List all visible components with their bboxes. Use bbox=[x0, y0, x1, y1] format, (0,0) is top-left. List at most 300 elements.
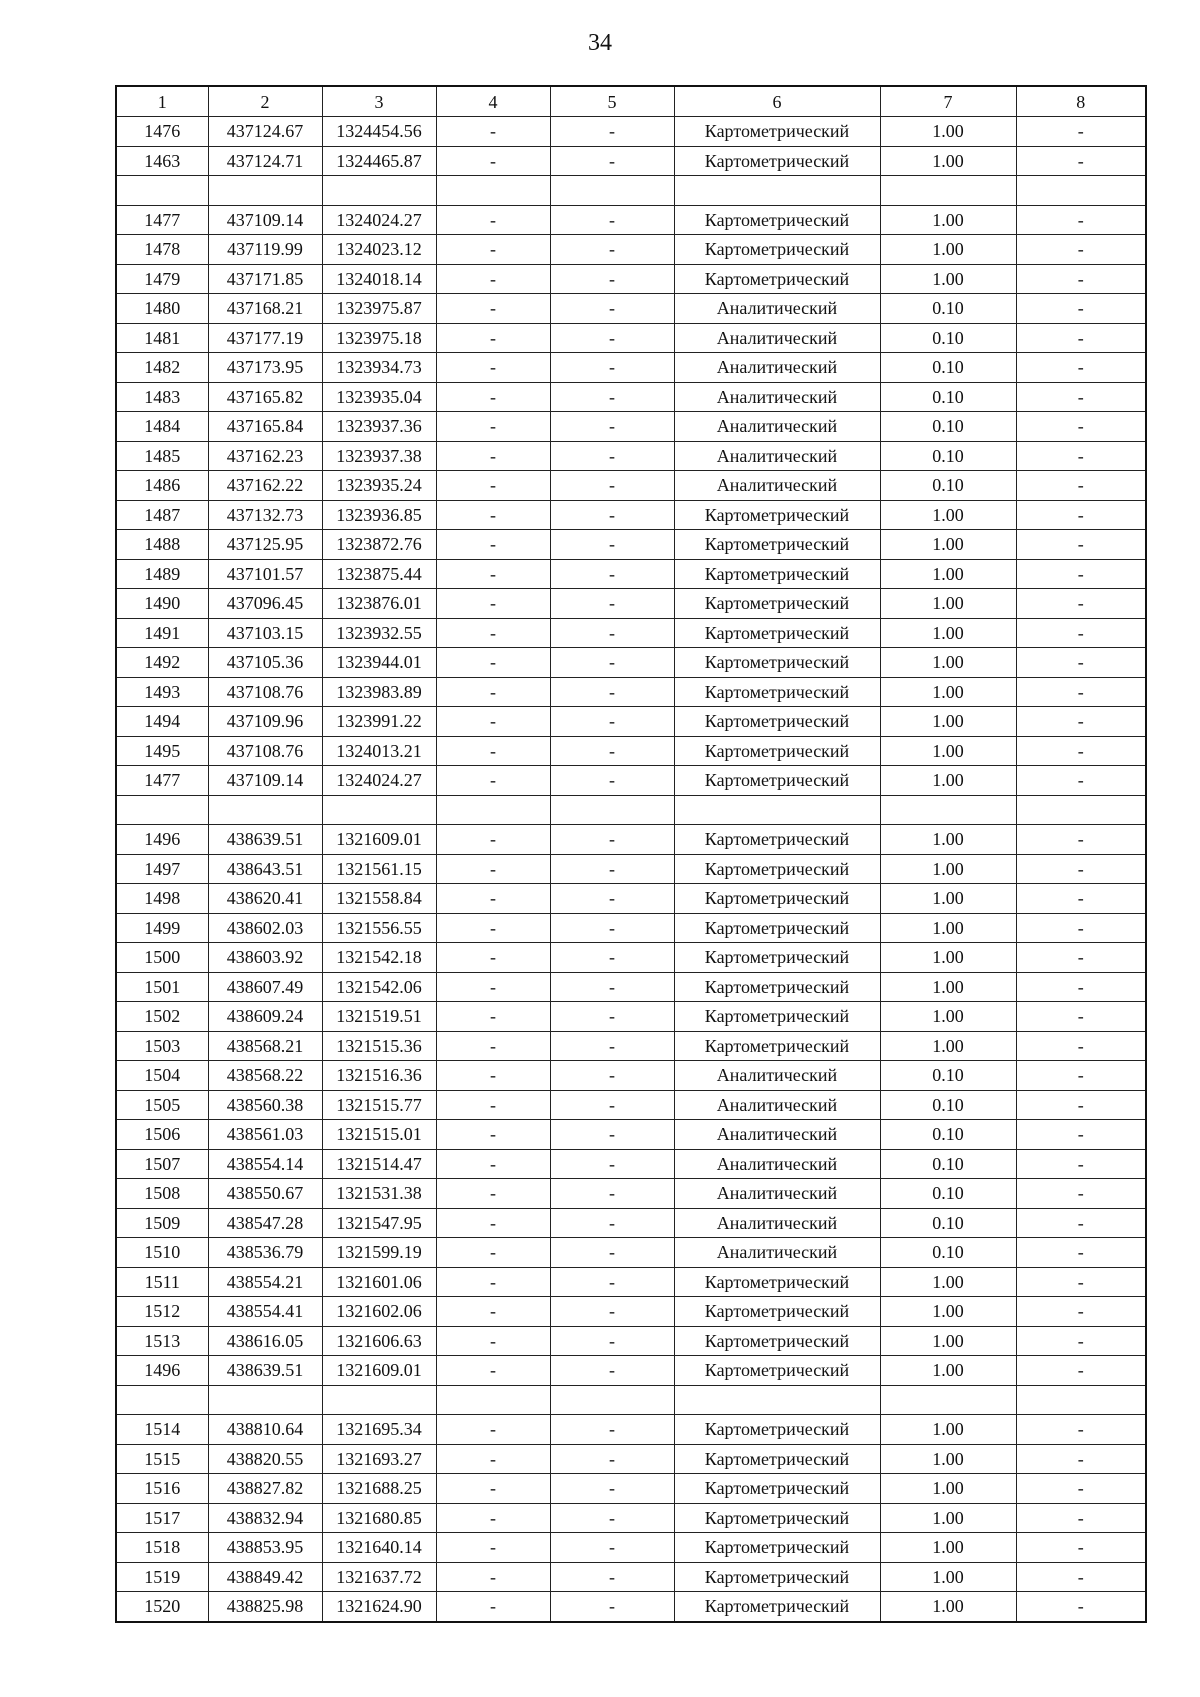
accuracy-cell: 0.10 bbox=[880, 353, 1016, 383]
accuracy-cell: 1.00 bbox=[880, 825, 1016, 855]
table-row bbox=[116, 1179, 1146, 1209]
col5-cell: - bbox=[550, 353, 674, 383]
y-coordinate-cell: 1324024.27 bbox=[322, 766, 436, 796]
table-row bbox=[116, 1002, 1146, 1032]
col8-cell: - bbox=[1016, 1090, 1146, 1120]
point-number-cell bbox=[116, 1385, 208, 1415]
table-row bbox=[116, 589, 1146, 619]
col5-cell: - bbox=[550, 1179, 674, 1209]
accuracy-cell: 0.10 bbox=[880, 1149, 1016, 1179]
point-number-cell: 1512 bbox=[116, 1297, 208, 1327]
y-coordinate-cell: 1323944.01 bbox=[322, 648, 436, 678]
table-row bbox=[116, 1061, 1146, 1091]
method-cell: Картометрический bbox=[674, 825, 880, 855]
method-cell bbox=[674, 795, 880, 825]
col8-cell: - bbox=[1016, 589, 1146, 619]
method-cell: Аналитический bbox=[674, 1090, 880, 1120]
col5-cell: - bbox=[550, 1297, 674, 1327]
col4-cell: - bbox=[436, 530, 550, 560]
separator-row bbox=[116, 176, 1146, 206]
col5-cell: - bbox=[550, 235, 674, 265]
accuracy-cell: 1.00 bbox=[880, 1326, 1016, 1356]
col4-cell: - bbox=[436, 707, 550, 737]
y-coordinate-cell: 1321680.85 bbox=[322, 1503, 436, 1533]
col5-cell: - bbox=[550, 1267, 674, 1297]
y-coordinate-cell: 1321531.38 bbox=[322, 1179, 436, 1209]
col5-cell: - bbox=[550, 648, 674, 678]
point-number-cell: 1486 bbox=[116, 471, 208, 501]
col8-cell: - bbox=[1016, 825, 1146, 855]
y-coordinate-cell: 1321558.84 bbox=[322, 884, 436, 914]
separator-row bbox=[116, 1385, 1146, 1415]
col8-cell: - bbox=[1016, 1238, 1146, 1268]
point-number-cell: 1515 bbox=[116, 1444, 208, 1474]
table-row bbox=[116, 1120, 1146, 1150]
point-number-cell: 1463 bbox=[116, 146, 208, 176]
x-coordinate-cell: 438554.21 bbox=[208, 1267, 322, 1297]
col4-cell: - bbox=[436, 500, 550, 530]
x-coordinate-cell: 438616.05 bbox=[208, 1326, 322, 1356]
y-coordinate-cell: 1321514.47 bbox=[322, 1149, 436, 1179]
method-cell: Картометрический bbox=[674, 205, 880, 235]
y-coordinate-cell: 1323935.04 bbox=[322, 382, 436, 412]
col8-cell: - bbox=[1016, 500, 1146, 530]
method-cell: Картометрический bbox=[674, 648, 880, 678]
y-coordinate-cell bbox=[322, 795, 436, 825]
table-row bbox=[116, 559, 1146, 589]
col8-cell: - bbox=[1016, 1208, 1146, 1238]
col4-cell: - bbox=[436, 1090, 550, 1120]
col5-cell: - bbox=[550, 766, 674, 796]
col8-cell: - bbox=[1016, 1356, 1146, 1386]
point-number-cell: 1502 bbox=[116, 1002, 208, 1032]
col8-cell: - bbox=[1016, 1503, 1146, 1533]
x-coordinate-cell: 438560.38 bbox=[208, 1090, 322, 1120]
col5-cell: - bbox=[550, 677, 674, 707]
x-coordinate-cell: 437168.21 bbox=[208, 294, 322, 324]
y-coordinate-cell: 1321556.55 bbox=[322, 913, 436, 943]
table-row bbox=[116, 884, 1146, 914]
x-coordinate-cell bbox=[208, 795, 322, 825]
table-row bbox=[116, 677, 1146, 707]
point-number-cell: 1483 bbox=[116, 382, 208, 412]
method-cell: Аналитический bbox=[674, 382, 880, 412]
col4-cell: - bbox=[436, 146, 550, 176]
accuracy-cell: 1.00 bbox=[880, 972, 1016, 1002]
method-cell: Картометрический bbox=[674, 589, 880, 619]
col5-cell: - bbox=[550, 1356, 674, 1386]
x-coordinate-cell: 438561.03 bbox=[208, 1120, 322, 1150]
col4-cell: - bbox=[436, 766, 550, 796]
x-coordinate-cell: 437132.73 bbox=[208, 500, 322, 530]
col8-cell: - bbox=[1016, 1267, 1146, 1297]
accuracy-cell: 1.00 bbox=[880, 1503, 1016, 1533]
col8-cell: - bbox=[1016, 1031, 1146, 1061]
col4-cell: - bbox=[436, 1444, 550, 1474]
coordinates-table bbox=[115, 85, 1147, 1623]
method-cell: Картометрический bbox=[674, 1415, 880, 1445]
y-coordinate-cell: 1321516.36 bbox=[322, 1061, 436, 1091]
point-number-cell: 1481 bbox=[116, 323, 208, 353]
col5-cell: - bbox=[550, 1474, 674, 1504]
col5-cell bbox=[550, 176, 674, 206]
point-number-cell bbox=[116, 795, 208, 825]
x-coordinate-cell: 437173.95 bbox=[208, 353, 322, 383]
column-header: 6 bbox=[674, 86, 880, 117]
accuracy-cell: 0.10 bbox=[880, 323, 1016, 353]
method-cell: Картометрический bbox=[674, 1592, 880, 1622]
method-cell: Картометрический bbox=[674, 943, 880, 973]
table-row bbox=[116, 1444, 1146, 1474]
col8-cell: - bbox=[1016, 736, 1146, 766]
col5-cell: - bbox=[550, 1031, 674, 1061]
col5-cell: - bbox=[550, 117, 674, 147]
table-row bbox=[116, 1149, 1146, 1179]
column-header: 4 bbox=[436, 86, 550, 117]
point-number-cell: 1479 bbox=[116, 264, 208, 294]
method-cell: Картометрический bbox=[674, 1031, 880, 1061]
col8-cell: - bbox=[1016, 618, 1146, 648]
y-coordinate-cell: 1323975.18 bbox=[322, 323, 436, 353]
col5-cell bbox=[550, 1385, 674, 1415]
column-header: 1 bbox=[116, 86, 208, 117]
col5-cell: - bbox=[550, 1238, 674, 1268]
point-number-cell: 1496 bbox=[116, 825, 208, 855]
col5-cell: - bbox=[550, 707, 674, 737]
point-number-cell: 1477 bbox=[116, 205, 208, 235]
y-coordinate-cell: 1323932.55 bbox=[322, 618, 436, 648]
accuracy-cell: 0.10 bbox=[880, 1179, 1016, 1209]
col4-cell: - bbox=[436, 1238, 550, 1268]
col5-cell: - bbox=[550, 205, 674, 235]
col5-cell: - bbox=[550, 1415, 674, 1445]
y-coordinate-cell: 1323975.87 bbox=[322, 294, 436, 324]
col8-cell: - bbox=[1016, 1326, 1146, 1356]
method-cell: Картометрический bbox=[674, 972, 880, 1002]
method-cell: Аналитический bbox=[674, 1149, 880, 1179]
point-number-cell: 1507 bbox=[116, 1149, 208, 1179]
y-coordinate-cell: 1321640.14 bbox=[322, 1533, 436, 1563]
col8-cell: - bbox=[1016, 1297, 1146, 1327]
header-row bbox=[116, 86, 1146, 117]
accuracy-cell: 1.00 bbox=[880, 146, 1016, 176]
col8-cell bbox=[1016, 795, 1146, 825]
col8-cell: - bbox=[1016, 1474, 1146, 1504]
point-number-cell: 1497 bbox=[116, 854, 208, 884]
x-coordinate-cell: 438568.22 bbox=[208, 1061, 322, 1091]
col5-cell: - bbox=[550, 825, 674, 855]
col8-cell: - bbox=[1016, 1061, 1146, 1091]
col8-cell: - bbox=[1016, 559, 1146, 589]
accuracy-cell: 1.00 bbox=[880, 1592, 1016, 1622]
col4-cell: - bbox=[436, 1326, 550, 1356]
method-cell: Аналитический bbox=[674, 1061, 880, 1091]
y-coordinate-cell: 1324023.12 bbox=[322, 235, 436, 265]
point-number-cell bbox=[116, 176, 208, 206]
table-row bbox=[116, 1474, 1146, 1504]
accuracy-cell: 1.00 bbox=[880, 736, 1016, 766]
table-row bbox=[116, 1238, 1146, 1268]
point-number-cell: 1513 bbox=[116, 1326, 208, 1356]
point-number-cell: 1480 bbox=[116, 294, 208, 324]
x-coordinate-cell: 437124.71 bbox=[208, 146, 322, 176]
col4-cell: - bbox=[436, 235, 550, 265]
method-cell: Аналитический bbox=[674, 1179, 880, 1209]
method-cell: Картометрический bbox=[674, 854, 880, 884]
col5-cell: - bbox=[550, 323, 674, 353]
table-row bbox=[116, 146, 1146, 176]
method-cell: Картометрический bbox=[674, 1444, 880, 1474]
accuracy-cell: 0.10 bbox=[880, 412, 1016, 442]
accuracy-cell: 1.00 bbox=[880, 884, 1016, 914]
point-number-cell: 1509 bbox=[116, 1208, 208, 1238]
accuracy-cell: 1.00 bbox=[880, 1356, 1016, 1386]
col4-cell: - bbox=[436, 1267, 550, 1297]
col4-cell: - bbox=[436, 1533, 550, 1563]
col5-cell: - bbox=[550, 589, 674, 619]
col4-cell: - bbox=[436, 471, 550, 501]
col5-cell: - bbox=[550, 1444, 674, 1474]
accuracy-cell: 0.10 bbox=[880, 1090, 1016, 1120]
column-header: 5 bbox=[550, 86, 674, 117]
col8-cell: - bbox=[1016, 117, 1146, 147]
method-cell: Аналитический bbox=[674, 1208, 880, 1238]
accuracy-cell: 1.00 bbox=[880, 205, 1016, 235]
table-row bbox=[116, 854, 1146, 884]
x-coordinate-cell: 437165.82 bbox=[208, 382, 322, 412]
table-row bbox=[116, 205, 1146, 235]
col8-cell: - bbox=[1016, 854, 1146, 884]
col4-cell: - bbox=[436, 1061, 550, 1091]
col8-cell: - bbox=[1016, 1533, 1146, 1563]
x-coordinate-cell: 437162.23 bbox=[208, 441, 322, 471]
accuracy-cell: 1.00 bbox=[880, 559, 1016, 589]
x-coordinate-cell: 437096.45 bbox=[208, 589, 322, 619]
method-cell: Аналитический bbox=[674, 323, 880, 353]
col4-cell: - bbox=[436, 412, 550, 442]
col5-cell: - bbox=[550, 1002, 674, 1032]
x-coordinate-cell: 437105.36 bbox=[208, 648, 322, 678]
x-coordinate-cell bbox=[208, 176, 322, 206]
col8-cell: - bbox=[1016, 294, 1146, 324]
x-coordinate-cell: 438554.41 bbox=[208, 1297, 322, 1327]
method-cell: Аналитический bbox=[674, 294, 880, 324]
col8-cell: - bbox=[1016, 1002, 1146, 1032]
y-coordinate-cell: 1321606.63 bbox=[322, 1326, 436, 1356]
table-row bbox=[116, 530, 1146, 560]
accuracy-cell bbox=[880, 1385, 1016, 1415]
col8-cell bbox=[1016, 1385, 1146, 1415]
col8-cell: - bbox=[1016, 353, 1146, 383]
col5-cell: - bbox=[550, 1061, 674, 1091]
table-row bbox=[116, 736, 1146, 766]
point-number-cell: 1519 bbox=[116, 1562, 208, 1592]
col8-cell: - bbox=[1016, 1179, 1146, 1209]
point-number-cell: 1489 bbox=[116, 559, 208, 589]
point-number-cell: 1517 bbox=[116, 1503, 208, 1533]
method-cell: Картометрический bbox=[674, 1356, 880, 1386]
method-cell: Аналитический bbox=[674, 1120, 880, 1150]
col4-cell: - bbox=[436, 648, 550, 678]
accuracy-cell: 0.10 bbox=[880, 1208, 1016, 1238]
method-cell: Картометрический bbox=[674, 1002, 880, 1032]
col4-cell: - bbox=[436, 1002, 550, 1032]
table-row bbox=[116, 913, 1146, 943]
x-coordinate-cell: 438639.51 bbox=[208, 1356, 322, 1386]
point-number-cell: 1490 bbox=[116, 589, 208, 619]
col5-cell: - bbox=[550, 264, 674, 294]
col5-cell: - bbox=[550, 146, 674, 176]
column-header: 3 bbox=[322, 86, 436, 117]
col4-cell: - bbox=[436, 294, 550, 324]
x-coordinate-cell: 438607.49 bbox=[208, 972, 322, 1002]
col5-cell: - bbox=[550, 530, 674, 560]
col5-cell: - bbox=[550, 1562, 674, 1592]
accuracy-cell: 1.00 bbox=[880, 618, 1016, 648]
col8-cell: - bbox=[1016, 1592, 1146, 1622]
point-number-cell: 1491 bbox=[116, 618, 208, 648]
col5-cell: - bbox=[550, 294, 674, 324]
col4-cell: - bbox=[436, 382, 550, 412]
x-coordinate-cell: 438643.51 bbox=[208, 854, 322, 884]
accuracy-cell: 1.00 bbox=[880, 530, 1016, 560]
col8-cell: - bbox=[1016, 766, 1146, 796]
col5-cell: - bbox=[550, 382, 674, 412]
accuracy-cell: 1.00 bbox=[880, 1002, 1016, 1032]
table-body bbox=[116, 117, 1146, 1622]
accuracy-cell: 1.00 bbox=[880, 589, 1016, 619]
point-number-cell: 1498 bbox=[116, 884, 208, 914]
point-number-cell: 1488 bbox=[116, 530, 208, 560]
col4-cell bbox=[436, 176, 550, 206]
col4-cell: - bbox=[436, 264, 550, 294]
y-coordinate-cell: 1323983.89 bbox=[322, 677, 436, 707]
col8-cell: - bbox=[1016, 235, 1146, 265]
accuracy-cell: 1.00 bbox=[880, 117, 1016, 147]
y-coordinate-cell: 1321561.15 bbox=[322, 854, 436, 884]
point-number-cell: 1514 bbox=[116, 1415, 208, 1445]
col4-cell: - bbox=[436, 1503, 550, 1533]
col4-cell: - bbox=[436, 618, 550, 648]
x-coordinate-cell: 437109.14 bbox=[208, 205, 322, 235]
x-coordinate-cell: 438620.41 bbox=[208, 884, 322, 914]
table-row bbox=[116, 1208, 1146, 1238]
col5-cell: - bbox=[550, 559, 674, 589]
accuracy-cell: 0.10 bbox=[880, 382, 1016, 412]
point-number-cell: 1482 bbox=[116, 353, 208, 383]
col4-cell: - bbox=[436, 1179, 550, 1209]
point-number-cell: 1511 bbox=[116, 1267, 208, 1297]
method-cell: Картометрический bbox=[674, 677, 880, 707]
col5-cell: - bbox=[550, 1120, 674, 1150]
y-coordinate-cell: 1321547.95 bbox=[322, 1208, 436, 1238]
col4-cell: - bbox=[436, 589, 550, 619]
x-coordinate-cell: 437108.76 bbox=[208, 736, 322, 766]
x-coordinate-cell: 438602.03 bbox=[208, 913, 322, 943]
x-coordinate-cell: 438825.98 bbox=[208, 1592, 322, 1622]
method-cell: Картометрический bbox=[674, 264, 880, 294]
table-row bbox=[116, 1031, 1146, 1061]
table-row bbox=[116, 500, 1146, 530]
y-coordinate-cell: 1323937.38 bbox=[322, 441, 436, 471]
col8-cell: - bbox=[1016, 1562, 1146, 1592]
col4-cell: - bbox=[436, 1120, 550, 1150]
table-row bbox=[116, 264, 1146, 294]
method-cell: Картометрический bbox=[674, 736, 880, 766]
accuracy-cell: 1.00 bbox=[880, 943, 1016, 973]
col5-cell: - bbox=[550, 412, 674, 442]
col8-cell: - bbox=[1016, 707, 1146, 737]
y-coordinate-cell: 1321601.06 bbox=[322, 1267, 436, 1297]
accuracy-cell: 1.00 bbox=[880, 913, 1016, 943]
x-coordinate-cell: 438849.42 bbox=[208, 1562, 322, 1592]
col4-cell: - bbox=[436, 677, 550, 707]
col8-cell: - bbox=[1016, 412, 1146, 442]
accuracy-cell: 0.10 bbox=[880, 1120, 1016, 1150]
table-row bbox=[116, 1415, 1146, 1445]
x-coordinate-cell: 438820.55 bbox=[208, 1444, 322, 1474]
x-coordinate-cell: 438853.95 bbox=[208, 1533, 322, 1563]
col4-cell: - bbox=[436, 972, 550, 1002]
method-cell: Аналитический bbox=[674, 441, 880, 471]
accuracy-cell: 1.00 bbox=[880, 1533, 1016, 1563]
y-coordinate-cell: 1321602.06 bbox=[322, 1297, 436, 1327]
col5-cell: - bbox=[550, 1326, 674, 1356]
col4-cell: - bbox=[436, 1415, 550, 1445]
col5-cell: - bbox=[550, 1503, 674, 1533]
accuracy-cell: 1.00 bbox=[880, 1031, 1016, 1061]
table-row bbox=[116, 441, 1146, 471]
y-coordinate-cell: 1323936.85 bbox=[322, 500, 436, 530]
accuracy-cell: 0.10 bbox=[880, 441, 1016, 471]
point-number-cell: 1495 bbox=[116, 736, 208, 766]
point-number-cell: 1492 bbox=[116, 648, 208, 678]
col5-cell: - bbox=[550, 441, 674, 471]
col4-cell: - bbox=[436, 353, 550, 383]
method-cell: Картометрический bbox=[674, 1533, 880, 1563]
table-row bbox=[116, 1562, 1146, 1592]
col8-cell: - bbox=[1016, 884, 1146, 914]
point-number-cell: 1504 bbox=[116, 1061, 208, 1091]
column-header: 8 bbox=[1016, 86, 1146, 117]
y-coordinate-cell: 1321609.01 bbox=[322, 825, 436, 855]
col4-cell: - bbox=[436, 825, 550, 855]
point-number-cell: 1477 bbox=[116, 766, 208, 796]
point-number-cell: 1501 bbox=[116, 972, 208, 1002]
method-cell: Картометрический bbox=[674, 1267, 880, 1297]
method-cell: Аналитический bbox=[674, 412, 880, 442]
point-number-cell: 1494 bbox=[116, 707, 208, 737]
x-coordinate-cell: 437165.84 bbox=[208, 412, 322, 442]
accuracy-cell bbox=[880, 176, 1016, 206]
x-coordinate-cell: 438554.14 bbox=[208, 1149, 322, 1179]
col4-cell: - bbox=[436, 1208, 550, 1238]
col5-cell: - bbox=[550, 1149, 674, 1179]
col8-cell: - bbox=[1016, 677, 1146, 707]
x-coordinate-cell: 437171.85 bbox=[208, 264, 322, 294]
method-cell bbox=[674, 176, 880, 206]
y-coordinate-cell: 1321637.72 bbox=[322, 1562, 436, 1592]
point-number-cell: 1520 bbox=[116, 1592, 208, 1622]
col5-cell: - bbox=[550, 913, 674, 943]
accuracy-cell: 1.00 bbox=[880, 1415, 1016, 1445]
method-cell: Картометрический bbox=[674, 1562, 880, 1592]
accuracy-cell: 0.10 bbox=[880, 471, 1016, 501]
accuracy-cell: 1.00 bbox=[880, 677, 1016, 707]
col8-cell: - bbox=[1016, 1444, 1146, 1474]
x-coordinate-cell: 437124.67 bbox=[208, 117, 322, 147]
y-coordinate-cell bbox=[322, 176, 436, 206]
